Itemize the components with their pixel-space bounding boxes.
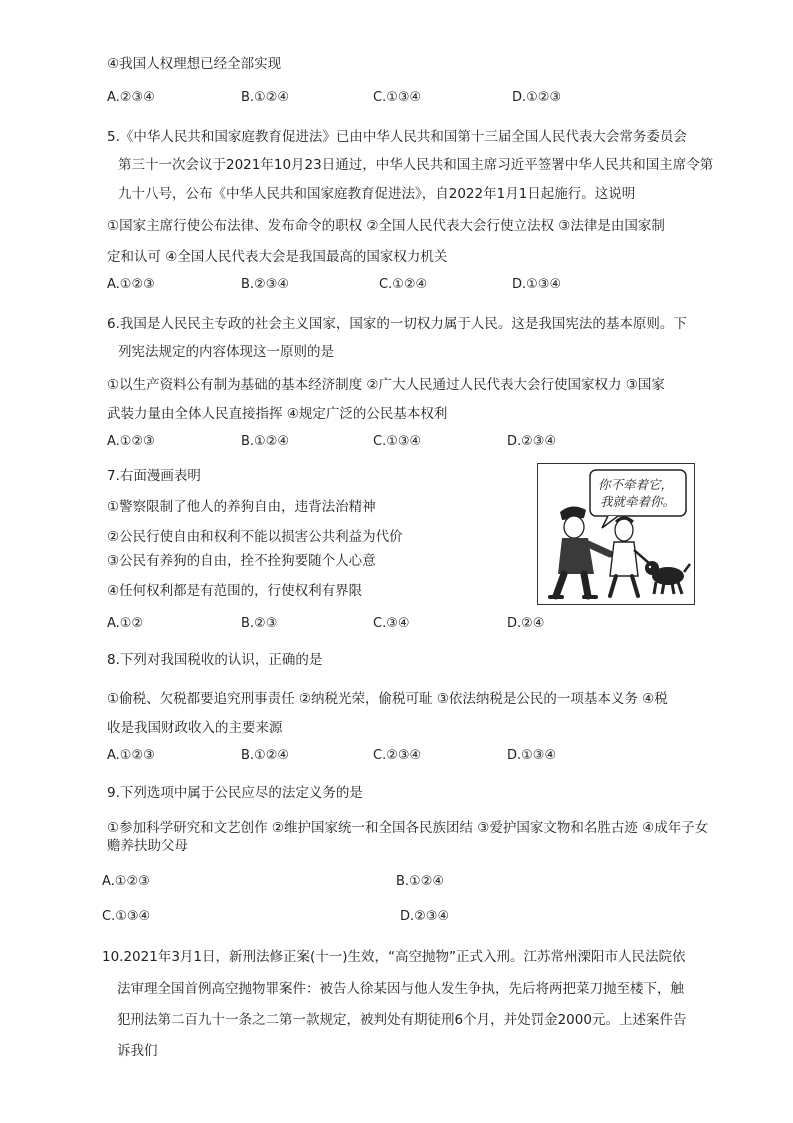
q4-option-d[interactable]: D.①②③ <box>512 90 562 105</box>
q6-statements-line-2: 武装力量由全体人民直接指挥 ④规定广泛的公民基本权利 <box>107 406 448 422</box>
q9-option-c[interactable]: C.①③④ <box>102 909 151 924</box>
q7-option-a[interactable]: A.①② <box>107 616 144 631</box>
dog-owner-figure <box>610 518 650 596</box>
dog-figure <box>645 561 690 594</box>
q6-stem-line-1: 6.我国是人民民主专政的社会主义国家，国家的一切权力属于人民。这是我国宪法的基本原则。下 <box>107 316 687 332</box>
speech-line-1: 你不牵着它， <box>598 477 674 492</box>
q5-stem-line-1: 5.《中华人民共和国家庭教育促进法》已由中华人民共和国第十三届全国人民代表大会常务委员会 <box>107 129 687 145</box>
q7-statement-1: ①警察限制了他人的养狗自由，违背法治精神 <box>107 499 376 515</box>
q8-option-b[interactable]: B.①②④ <box>241 748 290 763</box>
q4-option-a[interactable]: A.②③④ <box>107 90 155 105</box>
q8-option-d[interactable]: D.①③④ <box>507 748 557 763</box>
q7-statement-3: ③公民有养狗的自由，拴不拴狗要随个人心意 <box>107 553 376 569</box>
q7-stem: 7.右面漫画表明 <box>107 468 201 484</box>
cartoon-police-dog-illustration <box>537 463 695 605</box>
q6-stem-line-2: 列宪法规定的内容体现这一原则的是 <box>118 344 334 360</box>
q6-statements-line-1: ①以生产资料公有制为基础的基本经济制度 ②广大人民通过人民代表大会行使国家权力 ③国家 <box>107 377 665 393</box>
q5-statements-line-1: ①国家主席行使公布法律、发布命令的职权 ②全国人民代表大会行使立法权 ③法律是由国家制 <box>107 218 665 234</box>
q9-option-a[interactable]: A.①②③ <box>102 874 150 889</box>
q8-statements-line-1: ①偷税、欠税都要追究刑事责任 ②纳税光荣，偷税可耻 ③依法纳税是公民的一项基本义务 ④税 <box>107 691 668 707</box>
q8-option-a[interactable]: A.①②③ <box>107 748 155 763</box>
q10-stem-line-1: 10.2021年3月1日，新刑法修正案(十一)生效，“高空抛物”正式入刑。江苏常州溧阳市人民法院依 <box>102 949 686 965</box>
q7-statement-4: ④任何权利都是有范围的，行使权利有界限 <box>107 583 363 599</box>
q7-option-c[interactable]: C.③④ <box>373 616 410 631</box>
q5-statements-line-2: 定和认可 ④全国人民代表大会是我国最高的国家权力机关 <box>107 249 448 265</box>
q5-stem-line-3: 九十八号，公布《中华人民共和国家庭教育促进法》，自2022年1月1日起施行。这说明 <box>118 186 636 202</box>
q5-stem-line-2: 第三十一次会议于2021年10月23日通过，中华人民共和国主席习近平签署中华人民共和国主席令第 <box>118 157 714 173</box>
speech-line-2: 我就牵着你。 <box>600 494 676 509</box>
q10-stem-line-4: 诉我们 <box>117 1043 158 1059</box>
q10-stem-line-2: 法审理全国首例高空抛物罪案件：被告人徐某因与他人发生争执，先后将两把菜刀抛至楼下，触 <box>117 981 684 997</box>
q5-option-d[interactable]: D.①③④ <box>512 277 562 292</box>
q9-option-b[interactable]: B.①②④ <box>396 874 445 889</box>
q10-stem-line-3: 犯刑法第二百九十一条之二第一款规定，被判处有期徒刑6个月，并处罚金2000元。上述案件告 <box>117 1012 687 1028</box>
q4-option-c[interactable]: C.①③④ <box>373 90 422 105</box>
q8-option-c[interactable]: C.②③④ <box>373 748 422 763</box>
q7-option-d[interactable]: D.②④ <box>507 616 545 631</box>
q6-option-c[interactable]: C.①③④ <box>373 434 422 449</box>
q7-statement-2: ②公民行使自由和权利不能以损害公共利益为代价 <box>107 529 403 545</box>
q4-statement-4: ④我国人权理想已经全部实现 <box>107 56 282 72</box>
q8-stem: 8.下列对我国税收的认识，正确的是 <box>107 652 323 668</box>
q9-statements-line-1: ①参加科学研究和文艺创作 ②维护国家统一和全国各民族团结 ③爱护国家文物和名胜古迹 ④成年子女 <box>107 820 709 836</box>
q7-option-b[interactable]: B.②③ <box>241 616 278 631</box>
q6-option-d[interactable]: D.②③④ <box>507 434 557 449</box>
q5-option-c[interactable]: C.①②④ <box>379 277 428 292</box>
q5-option-b[interactable]: B.②③④ <box>241 277 290 292</box>
q4-option-b[interactable]: B.①②④ <box>241 90 290 105</box>
q9-stem: 9.下列选项中属于公民应尽的法定义务的是 <box>107 785 363 801</box>
police-officer-figure <box>550 506 610 597</box>
q6-option-b[interactable]: B.①②④ <box>241 434 290 449</box>
q6-option-a[interactable]: A.①②③ <box>107 434 155 449</box>
q9-option-d[interactable]: D.②③④ <box>400 909 450 924</box>
q9-statements-line-2: 赡养扶助父母 <box>107 838 188 854</box>
cartoon-drawing <box>538 464 693 603</box>
q5-option-a[interactable]: A.①②③ <box>107 277 155 292</box>
q8-statements-line-2: 收是我国财政收入的主要来源 <box>107 720 283 736</box>
